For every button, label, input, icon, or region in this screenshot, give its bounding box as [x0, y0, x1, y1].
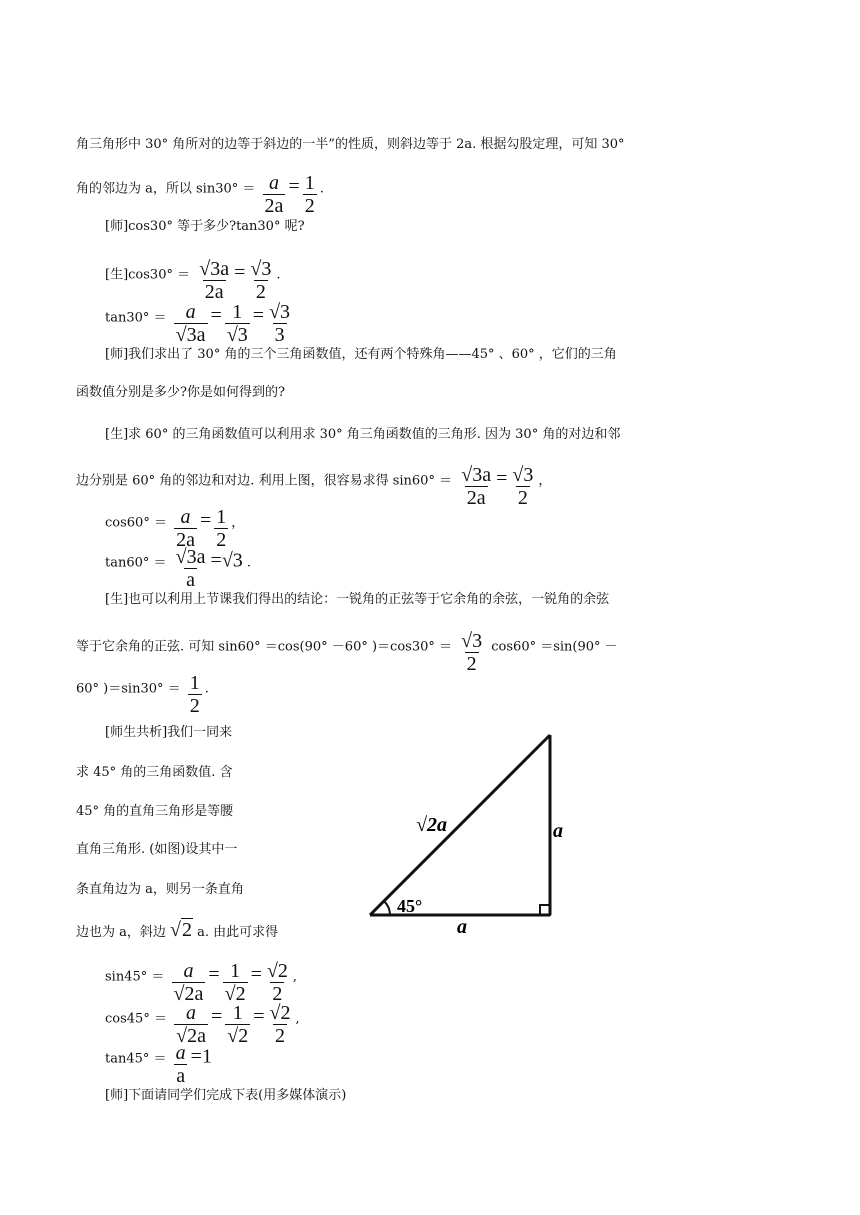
tan60-line: tan60° ＝ $\frac{√3a}{a}$ =√3 . [105, 546, 252, 591]
vertical-leg-label: a [553, 820, 563, 842]
teacher-question: [师]cos30° 等于多少?tan30° 呢? [105, 219, 305, 234]
triangle-figure [360, 725, 580, 940]
fraction: $\frac{√2}{2}$ [269, 1002, 291, 1047]
hypotenuse-line [370, 735, 550, 915]
fraction: $\frac{a}{2a}$ [176, 506, 195, 551]
paragraph-line: 角的邻边为 a，所以 sin30° ＝ $\frac{a}{2a}$ = $\frac{1}{2}$ . [76, 172, 324, 217]
paragraph-line: 直角三角形. (如图)设其中一 [76, 842, 238, 857]
fraction: $\frac{a}{√2a}$ [173, 960, 204, 1005]
paragraph-line: [生]求 60° 的三角函数值可以利用求 30° 角三角函数值的三角形. 因为 30° 角的对边和邻 [105, 427, 621, 442]
paragraph-line: 函数值分别是多少?你是如何得到的? [76, 385, 285, 400]
fraction: $\frac{√3}{2}$ [250, 258, 272, 303]
fraction: $\frac{√3a}{a}$ [175, 546, 206, 591]
fraction: $\frac{√3a}{2a}$ [199, 258, 230, 303]
fraction: $\frac{1}{√3}$ [226, 301, 248, 346]
paragraph-line: 求 45° 角的三角函数值. 含 [76, 765, 233, 780]
paragraph-line: 条直角边为 a，则另一条直角 [76, 882, 244, 897]
text-span: 角的邻边为 a，所以 sin30° ＝ [76, 181, 256, 197]
fraction: $\frac{√3}{2}$ [461, 630, 483, 675]
hypotenuse-label: √2a [416, 814, 447, 836]
fraction: $\frac{a}{a}$ [175, 1042, 186, 1087]
fraction: $\frac{1}{√2}$ [227, 1002, 249, 1047]
paragraph-line: [生]也可以利用上节课我们得出的结论：一锐角的正弦等于它余角的余弦，一锐角的余弦 [105, 592, 610, 607]
tan45-line: tan45° ＝ $\frac{a}{a}$ =1 [105, 1042, 212, 1087]
paragraph-line: [师生共析]我们一同来 [105, 725, 233, 740]
paragraph-line: 60° )＝sin30° ＝ $\frac{1}{2}$ . [76, 672, 209, 717]
fraction: $\frac{√2}{2}$ [266, 960, 288, 1005]
paragraph-line: [师]我们求出了 30° 角的三个三角函数值，还有两个特殊角——45° 、60° ，它们的三角 [105, 347, 617, 362]
paragraph-line: 等于它余角的正弦. 可知 sin60° ＝cos(90° －60° )＝cos30° ＝ $\frac{√3}{2}$ cos60° ＝sin(90° － [76, 630, 618, 675]
paragraph-line: 45° 角的直角三角形是等腰 [76, 804, 234, 819]
angle-label: 45° [397, 896, 423, 916]
sqrt-symbol: √2 [170, 919, 193, 941]
paragraph-line: [师]下面请同学们完成下表(用多媒体演示) [105, 1088, 347, 1103]
fraction: $\frac{√3a}{2a}$ [461, 464, 492, 509]
cos60-line: cos60° ＝ $\frac{a}{2a}$ = $\frac{1}{2}$ ， [105, 506, 245, 551]
sin45-line: sin45° ＝ $\frac{a}{√2a}$ = $\frac{1}{√2}$ = $\frac{√2}{2}$ , [105, 960, 298, 1005]
fraction: $\frac{1}{2}$ [304, 172, 315, 217]
fraction: $\frac{√3}{2}$ [512, 464, 534, 509]
angle-arc [384, 901, 390, 915]
fraction: $\frac{1}{2}$ [216, 506, 227, 551]
fraction: $\frac{√3}{3}$ [269, 301, 291, 346]
fraction: $\frac{1}{2}$ [189, 672, 200, 717]
paragraph-line: 角三角形中 30° 角所对的边等于斜边的一半”的性质，则斜边等于 2a. 根据勾股定理，可知 30° [76, 137, 625, 152]
fraction: $\frac{a}{2a}$ [264, 172, 284, 217]
paragraph-line: 边分别是 60° 角的邻边和对边. 利用上图，很容易求得 sin60° ＝ $\frac{√3a}{2a}$ = $\frac{√3}{2}$ ， [76, 464, 552, 509]
student-answer-cos30: [生]cos30° ＝ $\frac{√3a}{2a}$ = $\frac{√3}{2}$ . [105, 258, 281, 303]
paragraph-line: 边也为 a，斜边 √2 a. 由此可求得 [76, 919, 279, 941]
tan30-line: tan30° ＝ $\frac{a}{√3a}$ = $\frac{1}{√3}$ = $\frac{√3}{3}$ [105, 301, 291, 346]
fraction: $\frac{a}{√2a}$ [176, 1002, 206, 1047]
fraction: $\frac{a}{√3a}$ [175, 301, 206, 346]
base-leg-label: a [457, 916, 467, 938]
cos45-line: cos45° ＝ $\frac{a}{√2a}$ = $\frac{1}{√2}$ = $\frac{√2}{2}$ , [105, 1002, 300, 1047]
fraction: $\frac{1}{√2}$ [224, 960, 246, 1005]
